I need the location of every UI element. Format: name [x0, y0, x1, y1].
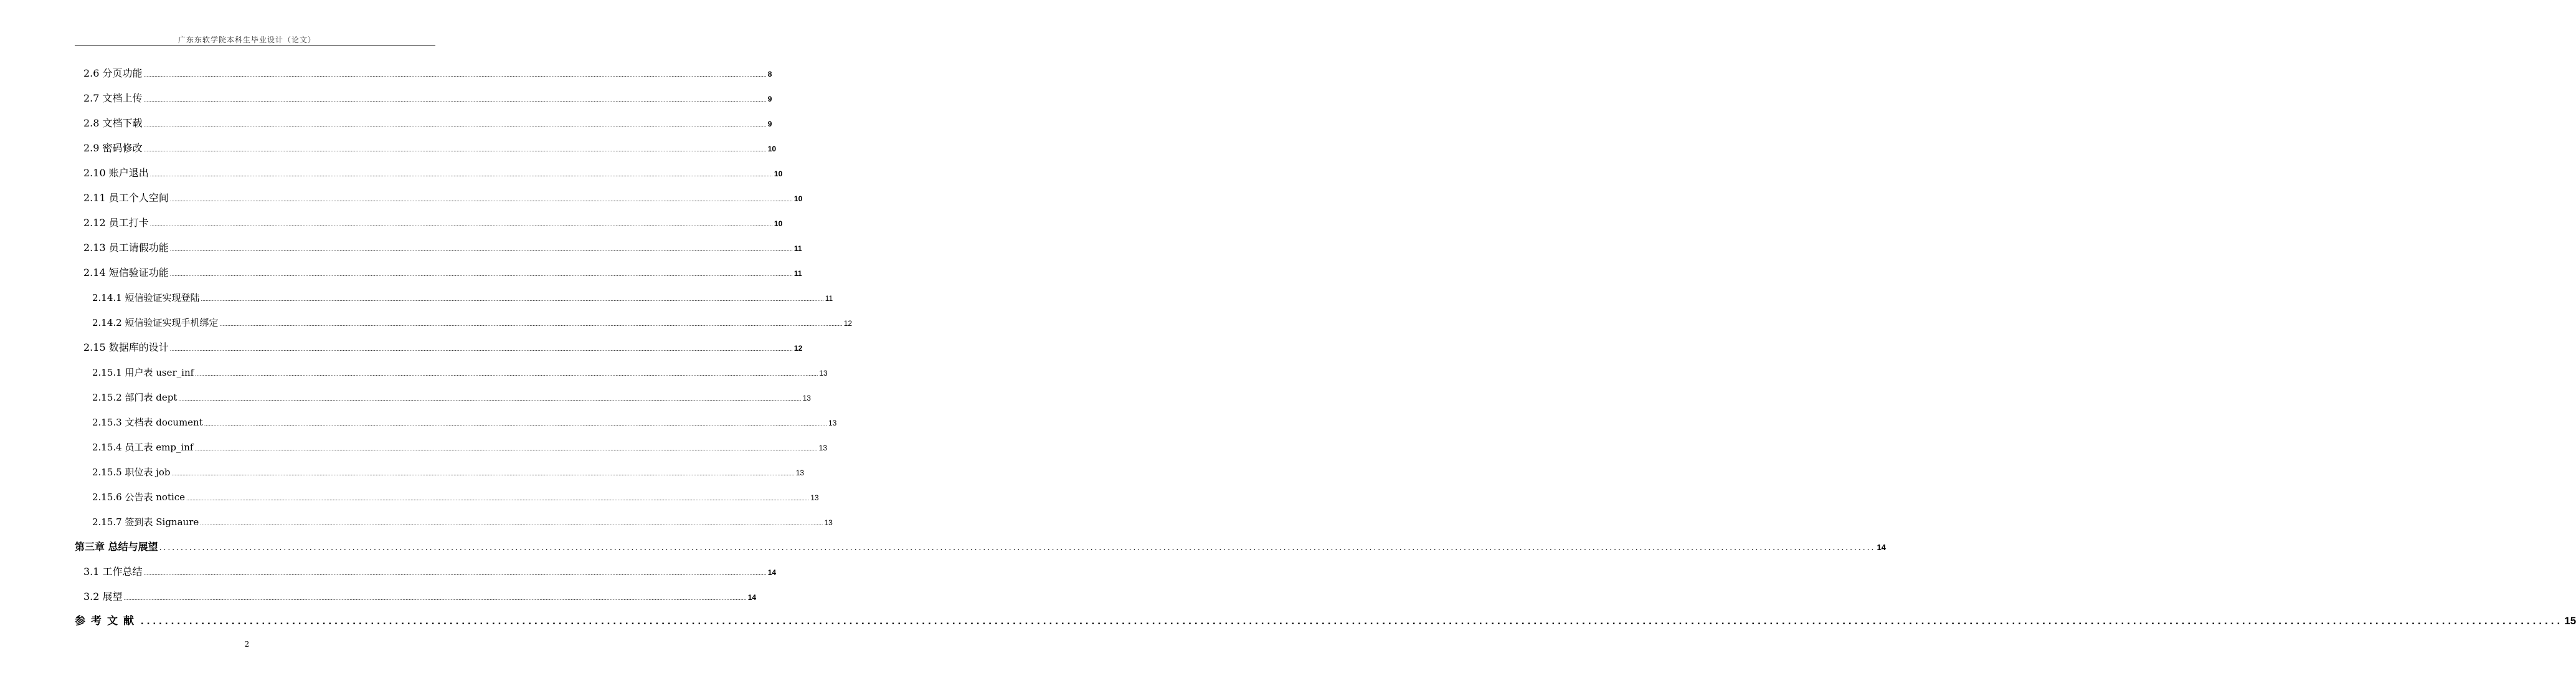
toc-entry[interactable] — [83, 116, 772, 131]
toc-leader-dots: ................................................................................................................................................................................................................................................................................................................................................................................................................ — [149, 221, 773, 227]
toc-leader-dots: ................................................................................................................................................................................................................................................................................................................................................................................................................ — [201, 296, 824, 302]
toc-entry-page: 15 — [2564, 615, 2576, 627]
toc-entry-page: 13 — [828, 419, 837, 427]
toc-leader-dots: ................................................................................................................................................................................................................................................................................................................................................................................................................ — [204, 421, 827, 427]
toc-entry[interactable] — [92, 390, 811, 405]
toc-entry-label: 2.15 数据库的设计 — [83, 341, 169, 353]
toc-leader-dots: ................................................................................................................................................................................................................................................................................................................................................................................................................ — [169, 246, 793, 252]
toc-entry-page: 9 — [767, 95, 772, 103]
toc-entry[interactable] — [83, 240, 802, 255]
toc-leader-dots: ................................................................................................................................................................................................................................................................................................................................................................................................................ — [149, 171, 773, 178]
toc-entry-label: 2.15.7 签到表 Signaure — [92, 516, 199, 528]
toc-entry-label: 3.2 展望 — [83, 591, 123, 602]
toc-entry-page: 9 — [767, 120, 772, 128]
toc-entry-label: 2.11 员工个人空间 — [83, 192, 169, 204]
toc-entry-label: 2.7 文档上传 — [83, 92, 143, 104]
toc-leader-dots: ................................................................................................................................................................................................................................................................................................................................................................................................................ — [169, 271, 793, 277]
toc-entry[interactable] — [92, 465, 805, 480]
toc-entry-page: 13 — [819, 369, 828, 378]
toc-entry-page: 13 — [802, 394, 811, 402]
toc-references-entry[interactable] — [75, 614, 2576, 629]
toc-entry-label: 2.15.1 用户表 user_inf — [92, 367, 194, 378]
toc-leader-dots: ................................................................................................................................................................................................................................................................................................................................................................................................................ — [143, 72, 767, 78]
toc-entry-label: 2.13 员工请假功能 — [83, 242, 169, 254]
toc-entry-label: 2.8 文档下载 — [83, 117, 143, 129]
toc-leader-dots: ................................................................................................................................................................................................................................................................................................................................................................................................................ — [169, 346, 793, 352]
toc-entry[interactable] — [83, 191, 803, 206]
toc-entry[interactable] — [83, 141, 777, 156]
toc-leader-dots: ................................................................................................................................................................................................................................................................................................................................................................................................................ — [141, 615, 2564, 627]
toc-chapter-entry[interactable] — [75, 540, 1886, 554]
toc-entry-label: 2.15.2 部门表 dept — [92, 392, 178, 403]
toc-entry-page: 12 — [793, 344, 803, 353]
toc-entry[interactable] — [83, 66, 772, 81]
toc-leader-dots: ................................................................................................................................................................................................................................................................................................................................................................................................................ — [123, 595, 747, 601]
toc-leader-dots: ................................................................................................................................................................................................................................................................................................................................................................................................................ — [186, 495, 810, 502]
toc-leader-dots: ................................................................................................................................................................................................................................................................................................................................................................................................................ — [143, 121, 767, 128]
toc-entry-page: 10 — [793, 194, 803, 203]
toc-entry[interactable] — [92, 440, 828, 455]
page-number: 2 — [244, 640, 250, 649]
toc-entry-label: 2.12 员工打卡 — [83, 217, 149, 229]
toc-entry[interactable] — [92, 490, 819, 505]
toc-entry-page: 14 — [1877, 543, 1886, 552]
toc-leader-dots: ................................................................................................................................................................................................................................................................................................................................................................................................................ — [143, 570, 767, 576]
toc-leader-dots: ................................................................................................................................................................................................................................................................................................................................................................................................................ — [194, 445, 818, 452]
toc-entry-page: 10 — [767, 145, 777, 153]
toc-entry[interactable] — [83, 589, 757, 604]
toc-entry-page: 13 — [810, 493, 819, 502]
toc-entry[interactable] — [83, 166, 783, 181]
toc-entry-page: 11 — [825, 294, 833, 303]
toc-entry[interactable] — [83, 265, 802, 280]
toc-entry-label: 2.15.5 职位表 job — [92, 467, 171, 478]
toc-entry[interactable] — [83, 340, 803, 355]
toc-entry-label: 2.14.2 短信验证实现手机绑定 — [92, 317, 219, 328]
toc-entry-label: 2.15.6 公告表 notice — [92, 492, 186, 503]
toc-entry[interactable] — [92, 365, 828, 380]
toc-leader-dots: ................................................................................................................................................................................................................................................................................................................................................................................................................ — [178, 396, 802, 402]
toc-leader-dots: ................................................................................................................................................................................................................................................................................................................................................................................................................ — [195, 371, 818, 377]
toc-entry-page: 8 — [767, 70, 772, 78]
toc-leader-dots: ................................................................................................................................................................................................................................................................................................................................................................................................................ — [219, 321, 843, 327]
toc-entry-page: 13 — [818, 444, 828, 452]
toc-entry[interactable] — [92, 290, 833, 305]
toc-entry[interactable] — [92, 315, 853, 330]
toc-leader-dots: ................................................................................................................................................................................................................................................................................................................................................................................................................ — [169, 196, 793, 202]
toc-entry[interactable] — [92, 415, 837, 430]
toc-entry-page: 14 — [767, 568, 777, 577]
toc-leader-dots: ................................................................................................................................................................................................................................................................................................................................................................................................................ — [143, 97, 767, 103]
toc-entry-page: 13 — [824, 518, 833, 527]
toc-entry-label: 2.9 密码修改 — [83, 142, 143, 154]
toc-entry[interactable] — [83, 216, 783, 231]
toc-entry-label: 2.15.4 员工表 emp_inf — [92, 442, 194, 453]
toc-entry-label: 2.14.1 短信验证实现登陆 — [92, 292, 200, 303]
toc-entry-page: 13 — [795, 468, 805, 477]
toc-entry[interactable] — [92, 515, 833, 530]
toc-entry-label: 参考文献 — [75, 615, 140, 627]
toc-entry-label: 2.6 分页功能 — [83, 67, 143, 79]
toc-entry-page: 11 — [793, 269, 802, 278]
toc-leader-dots: ................................................................................................................................................................................................................................................................................................................................................................................................................ — [171, 470, 795, 477]
running-header: 广东东软学院本科生毕业设计（论文） — [178, 36, 316, 44]
toc-entry-page: 10 — [774, 219, 783, 228]
toc-entry-label: 2.15.3 文档表 document — [92, 417, 203, 428]
toc-entry-label: 2.14 短信验证功能 — [83, 267, 169, 278]
toc-leader-dots: ................................................................................................................................................................................................................................................................................................................................................................................................................ — [159, 542, 1876, 552]
toc-entry-page: 12 — [843, 319, 853, 328]
toc-entry-label: 2.10 账户退出 — [83, 167, 149, 179]
toc-leader-dots: ................................................................................................................................................................................................................................................................................................................................................................................................................ — [200, 520, 823, 526]
toc-leader-dots: ................................................................................................................................................................................................................................................................................................................................................................................................................ — [143, 146, 767, 153]
toc-entry[interactable] — [83, 564, 777, 579]
toc-entry-page: 14 — [747, 593, 757, 602]
toc-entry-label: 3.1 工作总结 — [83, 566, 143, 578]
toc-entry-page: 11 — [793, 244, 802, 253]
toc-entry-page: 10 — [774, 169, 783, 178]
toc-entry[interactable] — [83, 91, 772, 106]
toc-entry-label: 第三章 总结与展望 — [75, 541, 158, 553]
